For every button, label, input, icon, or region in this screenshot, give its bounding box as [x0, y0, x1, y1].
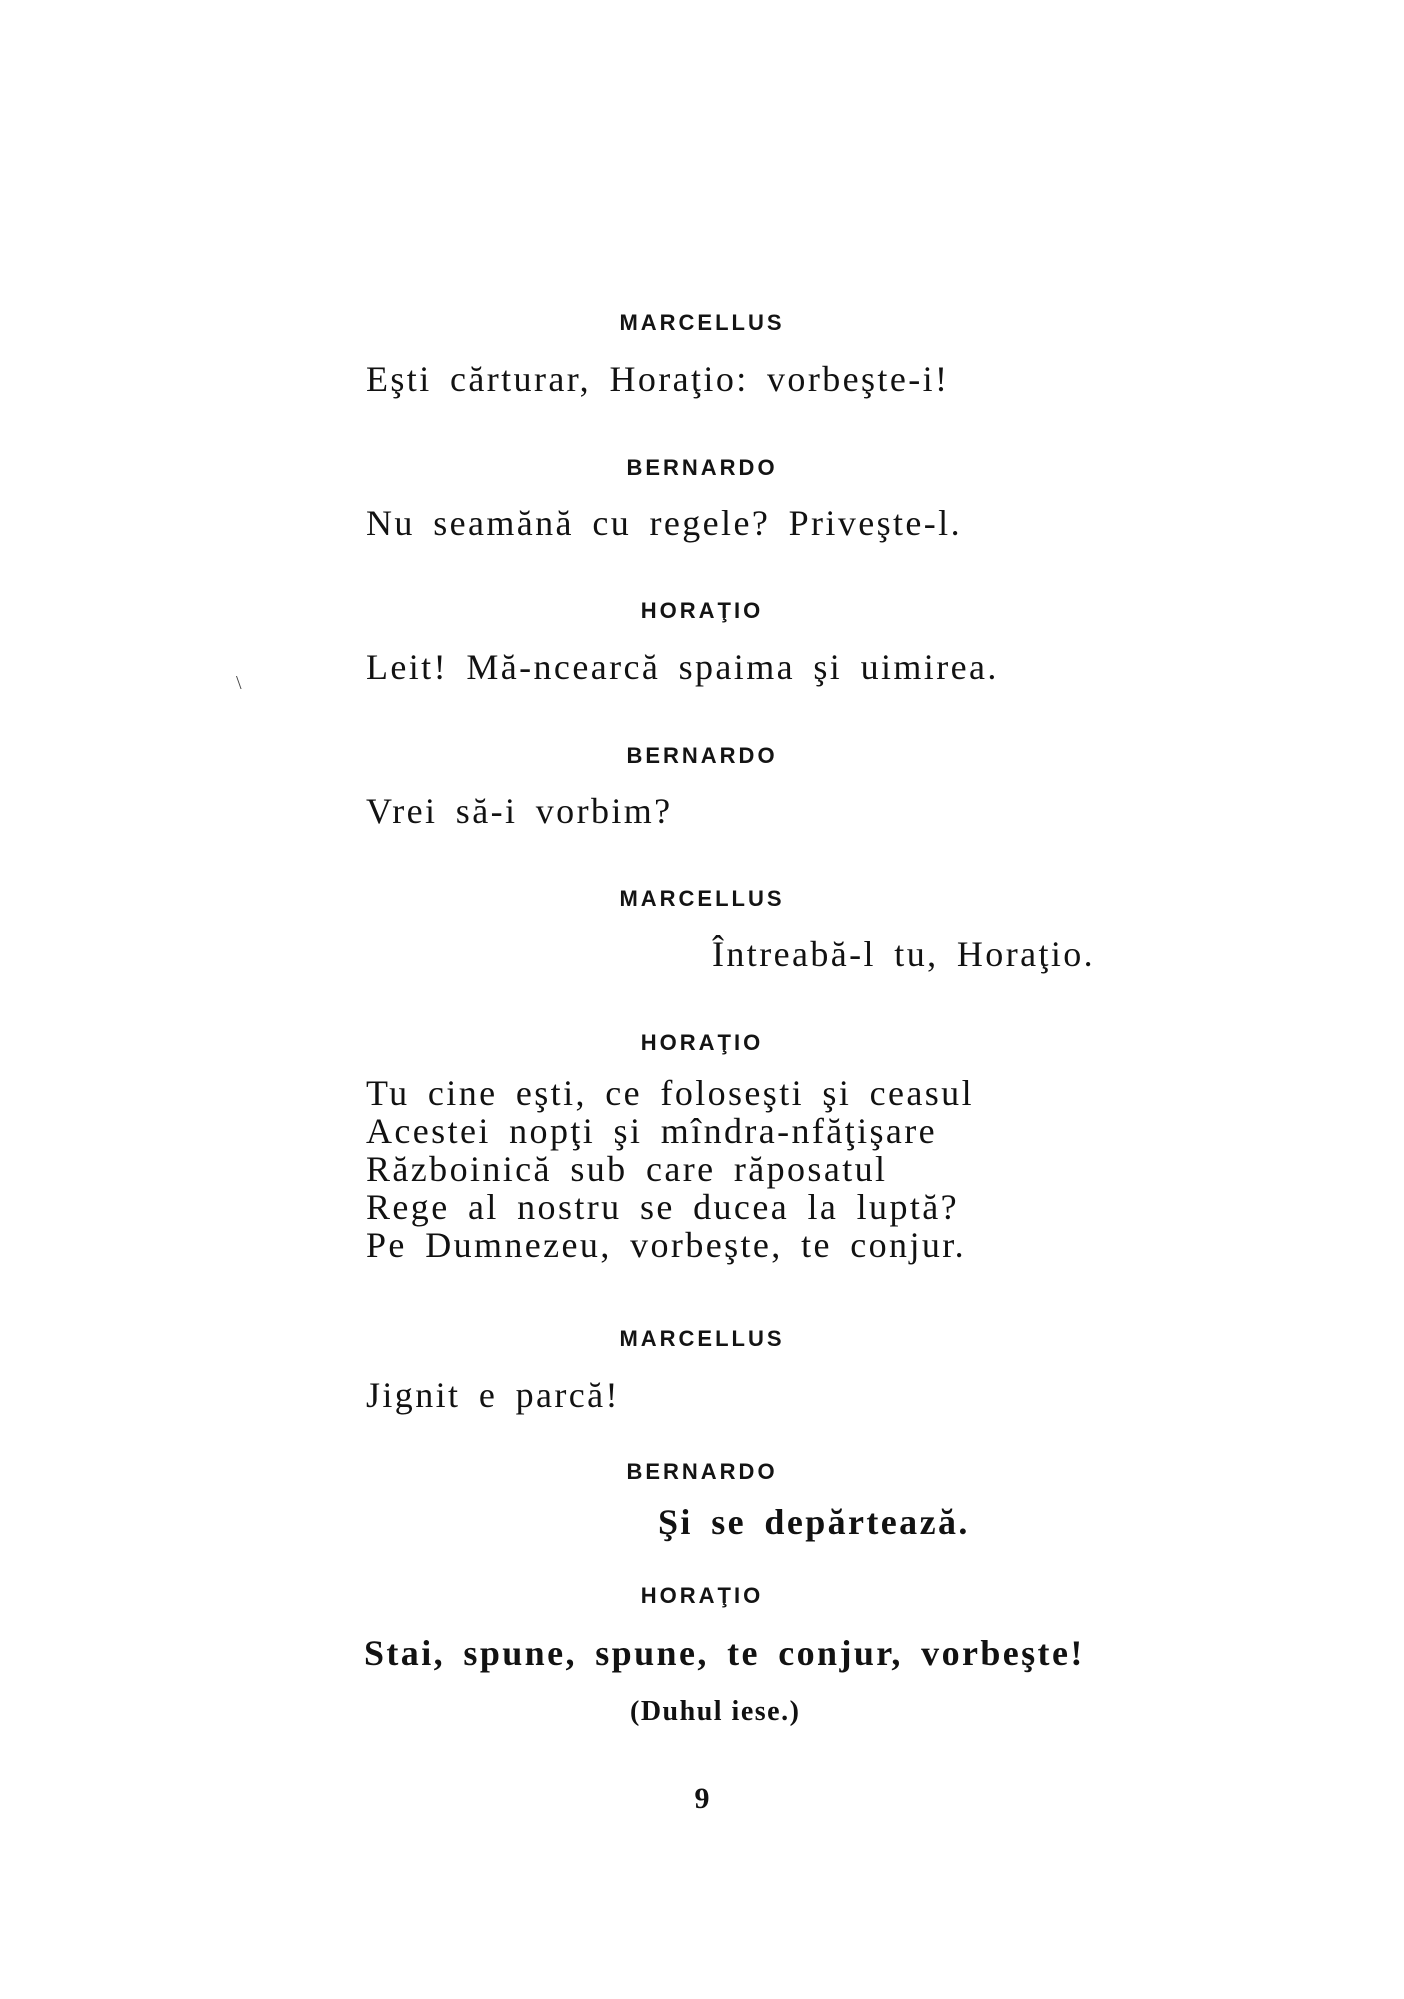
- dialogue-line: Şi se depărtează.: [658, 1502, 970, 1542]
- speaker-name: BERNARDO: [626, 1459, 778, 1484]
- verse-line: Războinică sub care răposatul: [366, 1149, 888, 1189]
- dialogue-line: Vrei să-i vorbim?: [366, 791, 673, 831]
- speaker-name: HORAŢIO: [640, 1583, 764, 1608]
- dialogue-line: Eşti cărturar, Horaţio: vorbeşte-i!: [366, 359, 950, 399]
- dialogue-line: Întreabă-l tu, Horaţio.: [712, 934, 1096, 974]
- page-number: 9: [694, 1782, 710, 1815]
- dialogue-line: Nu seamănă cu regele? Priveşte-l.: [366, 503, 962, 543]
- speaker-name: HORAŢIO: [640, 598, 764, 623]
- speaker-name: BERNARDO: [626, 743, 778, 768]
- speaker-name: BERNARDO: [626, 455, 778, 480]
- speaker-name: MARCELLUS: [619, 1326, 785, 1351]
- speaker-name: MARCELLUS: [619, 310, 785, 335]
- verse-stanza: [366, 1074, 974, 1264]
- stage-direction: (Duhul iese.): [630, 1696, 801, 1727]
- speaker-name: MARCELLUS: [619, 886, 785, 911]
- dialogue-line: Leit! Mă-ncearcă spaima şi uimirea.: [366, 647, 999, 687]
- verse-line: Rege al nostru se ducea la luptă?: [366, 1187, 960, 1227]
- verse-line: Pe Dumnezeu, vorbeşte, te conjur.: [366, 1225, 967, 1265]
- dialogue-line: Stai, spune, spune, te conjur, vorbeşte!: [364, 1633, 1085, 1673]
- verse-line: Acestei nopţi şi mîndra-nfăţişare: [366, 1111, 938, 1151]
- dialogue-line: Jignit e parcă!: [366, 1375, 620, 1415]
- stray-mark: \: [236, 672, 242, 694]
- speaker-name: HORAŢIO: [640, 1030, 764, 1055]
- verse-line: Tu cine eşti, ce foloseşti şi ceasul: [366, 1073, 974, 1113]
